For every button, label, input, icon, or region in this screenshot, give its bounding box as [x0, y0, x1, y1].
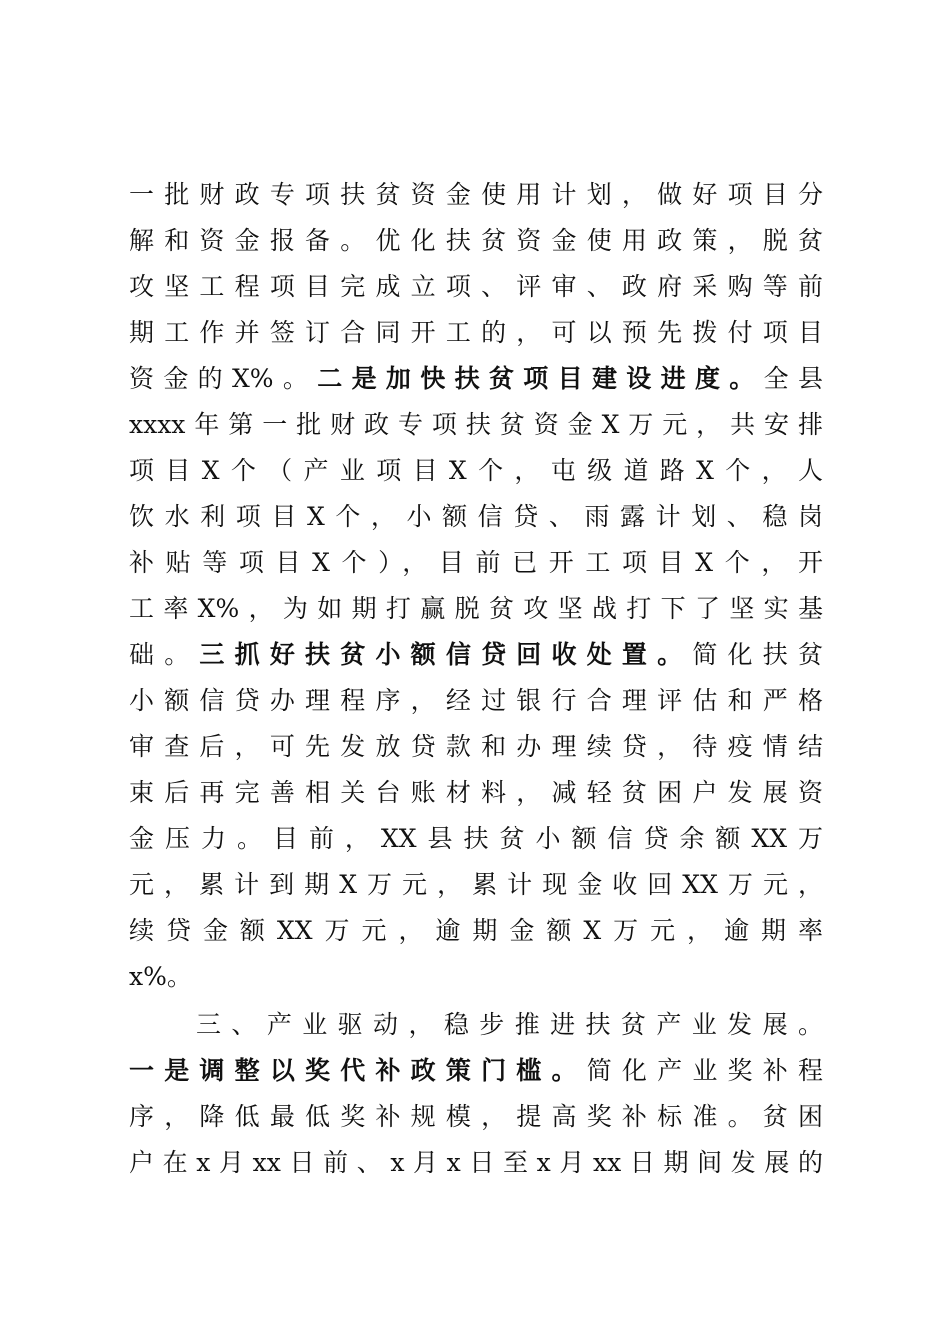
- text-line-9: 补贴等项目X个），目前已开工项目X个，开: [129, 548, 823, 577]
- text-line-13: 审查后，可先发放贷款和办理续贷，待疫情结: [129, 732, 823, 761]
- text-line-22: 户在x月xx日前、x月x日至x月xx日期间发展的: [129, 1148, 823, 1177]
- text-line-4: 期工作并签订合同开工的，可以预先拨付项目: [129, 318, 823, 347]
- text-line-11: 础。三抓好扶贫小额信贷回收处置。简化扶贫: [129, 640, 823, 669]
- text-line-21: 序，降低最低奖补规模，提高奖补标准。贫困: [129, 1102, 823, 1131]
- text-line-2: 解和资金报备。优化扶贫资金使用政策，脱贫: [129, 226, 823, 255]
- text-line-20: 一是调整以奖代补政策门槛。简化产业奖补程: [129, 1056, 823, 1085]
- subheading-3: 三抓好扶贫小额信贷回收处置。: [199, 640, 693, 669]
- text-line-17: 续贷金额XX万元，逾期金额X万元，逾期率: [129, 916, 823, 945]
- text-line-1: 一批财政专项扶贫资金使用计划，做好项目分: [129, 180, 823, 209]
- text-line-16: 元，累计到期X万元，累计现金收回XX万元，: [129, 870, 823, 899]
- text-line-18: x%。: [129, 962, 192, 991]
- subheading-2: 二是加快扶贫项目建设进度。: [317, 364, 764, 393]
- text-line-12: 小额信贷办理程序，经过银行合理评估和严格: [129, 686, 823, 715]
- text-line-10: 工率X%，为如期打赢脱贫攻坚战打下了坚实基: [129, 594, 823, 623]
- text-line-8: 饮水利项目X个，小额信贷、雨露计划、稳岗: [129, 502, 823, 531]
- text-line-3: 攻坚工程项目完成立项、评审、政府采购等前: [129, 272, 823, 301]
- text-line-6: xxxx年第一批财政专项扶贫资金X万元，共安排: [129, 410, 823, 439]
- subheading-1: 一是调整以奖代补政策门槛。: [129, 1056, 587, 1085]
- text-line-15: 金压力。目前，XX县扶贫小额信贷余额XX万: [129, 824, 823, 853]
- section-heading-3: 三、产业驱动，稳步推进扶贫产业发展。: [196, 1010, 823, 1039]
- text-line-7: 项目X个（产业项目X个，屯级道路X个，人: [129, 456, 823, 485]
- text-line-5: 资金的X%。二是加快扶贫项目建设进度。全县: [129, 364, 823, 393]
- text-line-14: 束后再完善相关台账材料，减轻贫困户发展资: [129, 778, 823, 807]
